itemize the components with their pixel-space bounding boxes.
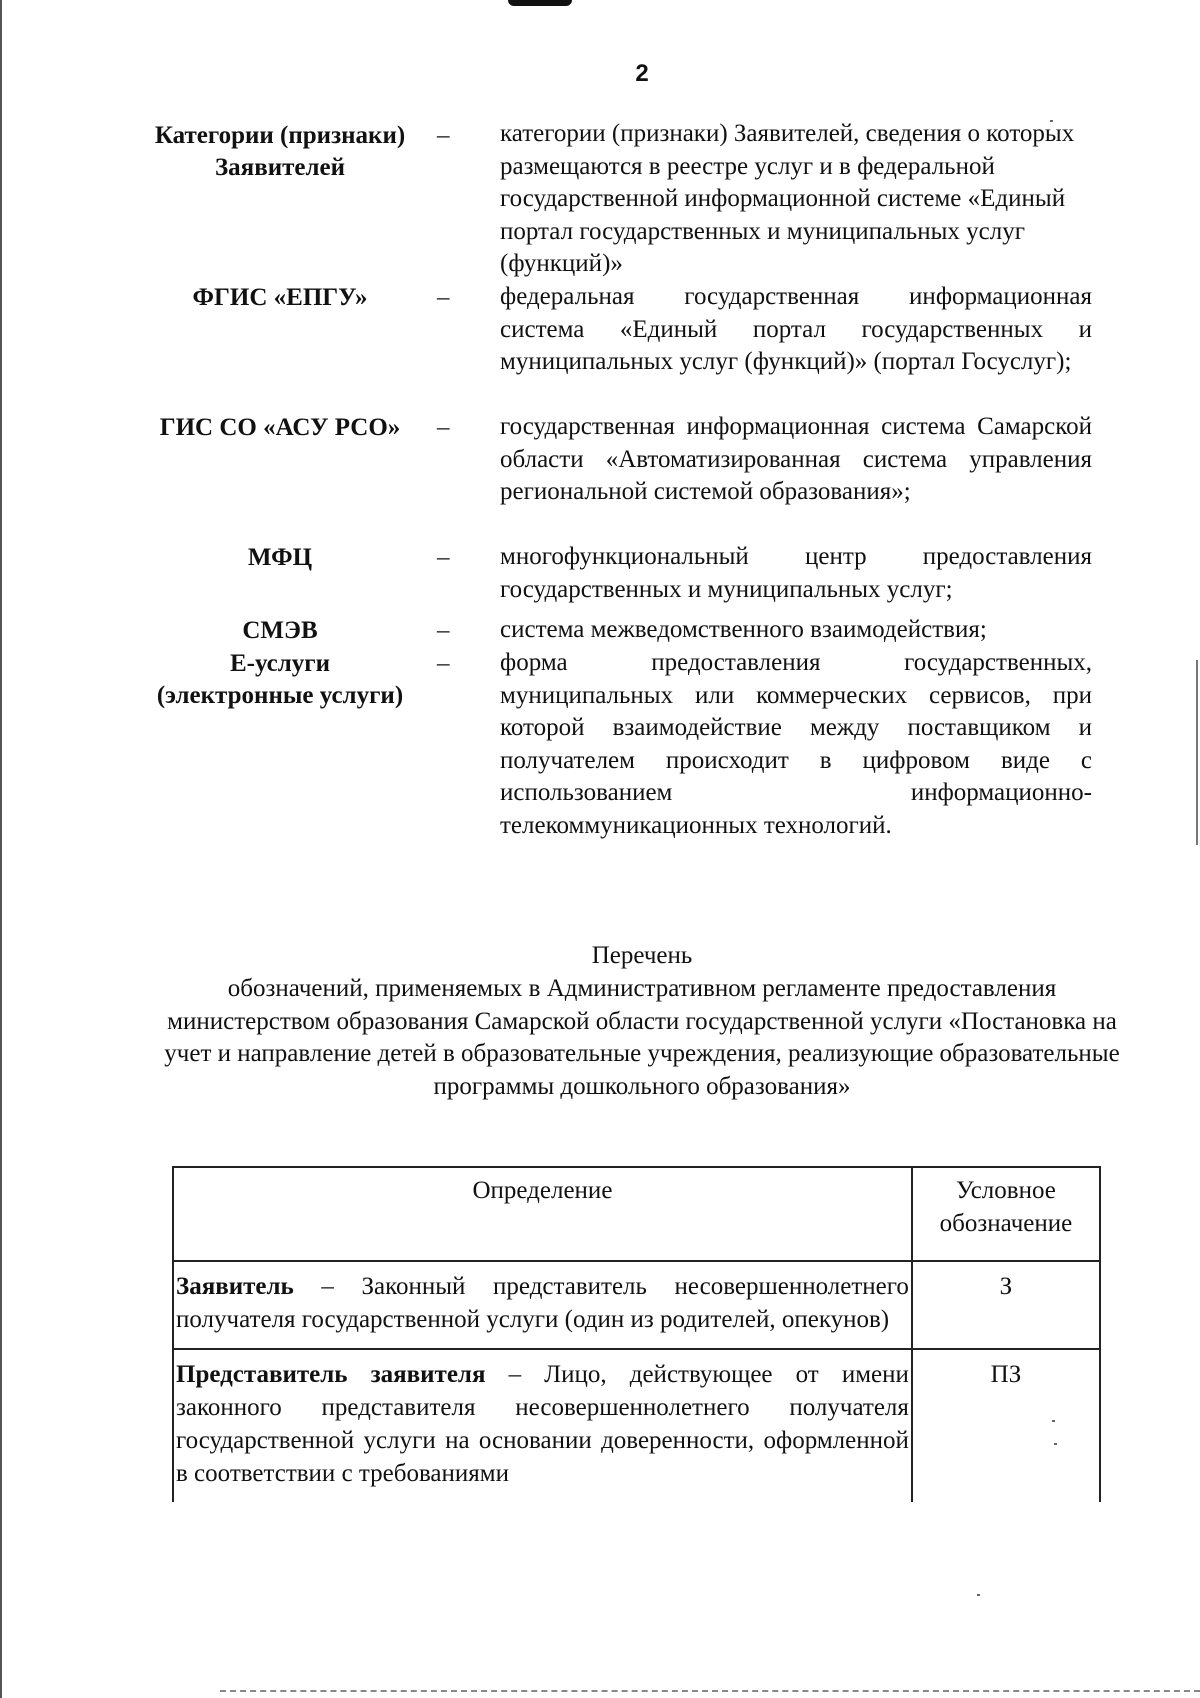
- column-header-definition: Определение: [173, 1167, 912, 1261]
- list-title: Перечень: [591, 942, 693, 969]
- term-dash: –: [437, 650, 450, 677]
- scan-speck: [977, 1594, 980, 1596]
- designations-table: [172, 1166, 1101, 1502]
- term-dash: –: [437, 617, 450, 644]
- scan-artifact-top: [508, 0, 572, 6]
- page-number: 2: [635, 60, 649, 87]
- definition-categories: категории (признаки) Заявителей, сведения о которых размещаются в реестре услуг и в федеральной государственной информационной системе «Единый портал государственных и муниципальных услуг (функций)»: [500, 120, 1075, 277]
- definition-text: – Законный представитель несовершеннолетнего получателя государственной услуги (один из родителей, опекунов): [176, 1273, 909, 1333]
- term-dash: –: [437, 284, 450, 311]
- scan-artifact-bottom-line: [220, 1690, 1200, 1692]
- table-cell-definition: [173, 1349, 912, 1502]
- definition-smev: система межведомственного взаимодействия;: [500, 616, 987, 643]
- term-categories: Категории (признаки) Заявителей: [154, 122, 406, 181]
- definition-text: – Лицо, действующее от имени законного представителя несовершеннолетнего получателя государственной услуги на основании доверенности, оформленной в соответствии с требованиями: [176, 1361, 909, 1487]
- scan-artifact-left-edge: [0, 0, 2, 1698]
- table-row: [173, 1349, 1100, 1502]
- definition-mfc: многофункциональный центр предоставления государственных и муниципальных услуг;: [500, 543, 1092, 603]
- table-cell-symbol: З: [912, 1261, 1100, 1349]
- term-dash: –: [437, 544, 450, 571]
- term-dash: –: [437, 122, 450, 149]
- column-header-symbol: Условное обозначение: [912, 1167, 1100, 1261]
- term-mfc: МФЦ: [247, 544, 313, 571]
- table-cell-definition: [173, 1261, 912, 1349]
- table-header-row: [173, 1167, 1100, 1261]
- defined-term: Представитель заявителя: [176, 1361, 486, 1388]
- term-fgis-epgu: ФГИС «ЕПГУ»: [192, 284, 368, 311]
- definition-gis-asu-rso: государственная информационная система Самарской области «Автоматизированная система управления региональной системой образования»;: [500, 413, 1092, 505]
- list-subtitle: обозначений, применяемых в Административном регламенте предоставления министерством образования Самарской области государственной услуги «Постановка на учет и направление детей в образовательные учреждения, реализующие образовательные программы дошкольного образования»: [164, 975, 1120, 1100]
- defined-term: Заявитель: [176, 1273, 294, 1300]
- definition-e-services: форма предоставления государственных, муниципальных или коммерческих сервисов, при которой взаимодействие между поставщиком и получателем происходит в цифровом виде с использованием информационно-телекоммуникационных технологий.: [500, 649, 1092, 839]
- table-cell-symbol: ПЗ: [912, 1349, 1100, 1502]
- term-gis-asu-rso: ГИС СО «АСУ РСО»: [159, 414, 401, 441]
- definition-fgis-epgu: федеральная государственная информационная система «Единый портал государственных и муниципальных услуг (функций)» (портал Госуслуг);: [500, 283, 1092, 375]
- term-smev: СМЭВ: [242, 617, 318, 644]
- table-row: [173, 1261, 1100, 1349]
- term-dash: –: [437, 414, 450, 441]
- term-e-services: Е-услуги (электронные услуги): [156, 650, 404, 709]
- scan-artifact-right-mark: [1196, 660, 1198, 845]
